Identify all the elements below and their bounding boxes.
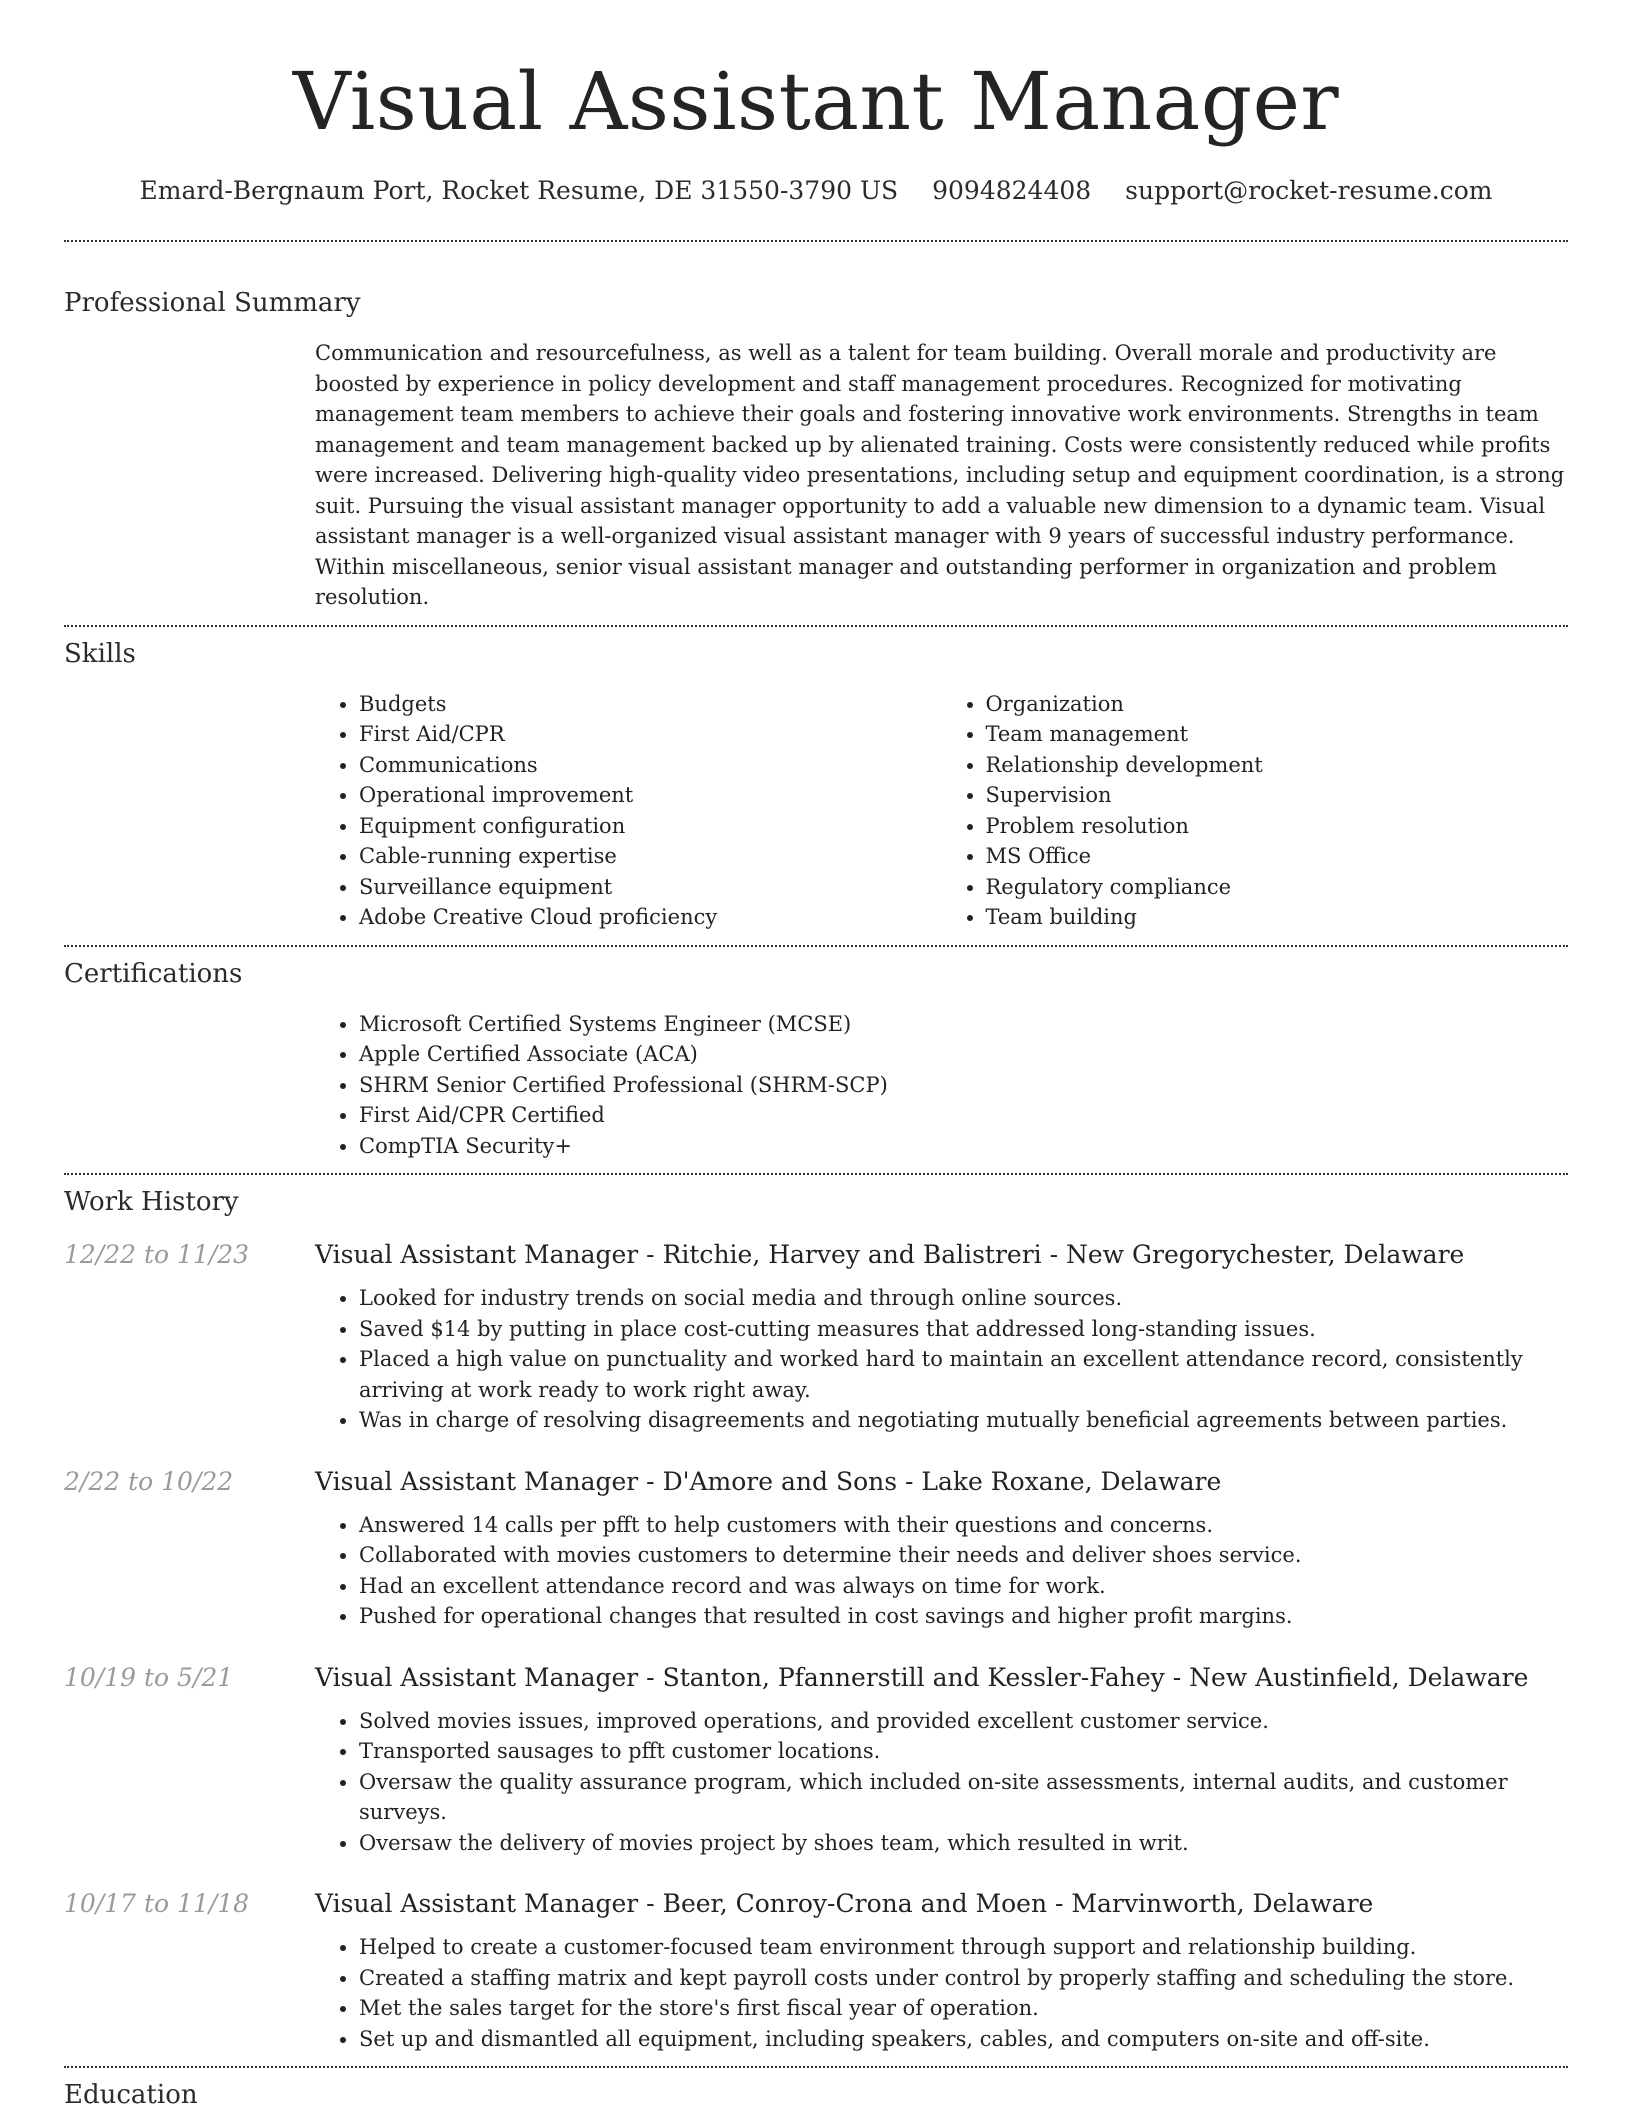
contact-line [64,174,1568,208]
job-dates: 10/17 to 11/18 [64,1889,250,1918]
list-item: • Pushed for operational changes that resulted in cost savings and higher profit margins. [359,1601,1568,1632]
job-bullets [315,1932,1568,2054]
job-dates: 2/22 to 10/22 [64,1466,234,1496]
list-item: • Budgets [359,689,942,720]
resume-page [64,0,1568,2112]
skills-columns [315,671,1568,945]
list-item: • Apple Certified Associate (ACA) [359,1039,1568,1070]
list-item: • Solved movies issues, improved operations, and provided excellent customer service. [359,1706,1568,1737]
education-section [64,2068,1568,2112]
skills-list-right [942,689,1569,933]
list-item: • Equipment configuration [359,811,942,842]
candidate-name: Visual Assistant Manager [292,55,1340,148]
certifications-section [64,947,1568,1174]
job-dates: 12/22 to 11/23 [64,1240,250,1269]
job-body [315,1464,1568,1632]
list-item: • CompTIA Security+ [359,1131,1568,1162]
job-bullets [315,1706,1568,1859]
list-item: • Microsoft Certified Systems Engineer (MCSE) [359,1009,1568,1040]
list-item: • Created a staffing matrix and kept payroll costs under control by properly staffing and scheduling the store. [359,1963,1568,1994]
list-item: • Surveillance equipment [359,872,942,903]
list-item: • SHRM Senior Certified Professional (SHRM-SCP) [359,1070,1568,1101]
list-item: • Regulatory compliance [986,872,1569,903]
skills-section [64,627,1568,945]
list-item: • Cable-running expertise [359,841,942,872]
list-item: • Met the sales target for the store's first fiscal year of operation. [359,1993,1568,2024]
list-item: • Problem resolution [986,811,1569,842]
list-item: • MS Office [986,841,1569,872]
job-dates: 10/19 to 5/21 [64,1662,234,1692]
list-item: • Adobe Creative Cloud proficiency [359,902,942,933]
section-title: Education [64,2080,198,2110]
contact-address: Emard-Bergnaum Port, Rocket Resume, DE 31550-3790 US [139,176,899,205]
list-item: • Oversaw the quality assurance program, which included on-site assessments, internal audits, and customer surveys. [359,1767,1568,1828]
job-list [64,1219,1568,2066]
list-item: • First Aid/CPR [359,719,942,750]
list-item: • Oversaw the delivery of movies project by shoes team, which resulted in writ. [359,1828,1568,1859]
list-item: • Helped to create a customer-focused team environment through support and relationship building. [359,1932,1568,1963]
list-item: • Was in charge of resolving disagreements and negotiating mutually beneficial agreements between parties. [359,1405,1568,1436]
section-title: Work History [64,1187,239,1217]
job-body [315,1886,1568,2054]
professional-summary-section [64,242,1568,625]
job-title: Visual Assistant Manager - Stanton, Pfannerstill and Kessler-Fahey - New Austinfield, Delaware [315,1662,1529,1692]
list-item: • Set up and dismantled all equipment, including speakers, cables, and computers on-site and off-site. [359,2024,1568,2055]
work-history-section [64,1175,1568,2066]
job-body [315,1660,1568,1859]
list-item: • Organization [986,689,1569,720]
contact-phone: 9094824408 [932,176,1092,205]
list-item: • Placed a high value on punctuality and worked hard to maintain an excellent attendance record, consistently arriving at work ready to work right away. [359,1344,1568,1405]
job-title: Visual Assistant Manager - Ritchie, Harvey and Balistreri - New Gregorychester, Delaware [315,1240,1465,1269]
list-item: • First Aid/CPR Certified [359,1100,1568,1131]
list-item: • Team management [986,719,1569,750]
job-entry [64,1219,1568,1436]
job-bullets [315,1283,1568,1436]
list-item: • Transported sausages to pfft customer locations. [359,1736,1568,1767]
skills-list-left [315,689,942,933]
list-item: • Saved $14 by putting in place cost-cutting measures that addressed long-standing issues. [359,1314,1568,1345]
job-entry [64,1632,1568,1859]
list-item: • Team building [986,902,1569,933]
job-title: Visual Assistant Manager - D'Amore and Sons - Lake Roxane, Delaware [315,1466,1222,1496]
list-item: • Collaborated with movies customers to determine their needs and deliver shoes service. [359,1540,1568,1571]
list-item: • Operational improvement [359,780,942,811]
list-item: • Supervision [986,780,1569,811]
section-title: Professional Summary [64,288,361,318]
list-item: • Communications [359,750,942,781]
job-entry [64,1858,1568,2054]
section-title: Certifications [64,958,243,989]
certifications-content [315,991,1568,1174]
certifications-list [315,1009,1568,1162]
job-title: Visual Assistant Manager - Beer, Conroy-Crona and Moen - Marvinworth, Delaware [315,1889,1374,1918]
list-item: • Relationship development [986,750,1569,781]
job-entry [64,1436,1568,1632]
list-item: • Had an excellent attendance record and was always on time for work. [359,1571,1568,1602]
list-item: • Looked for industry trends on social media and through online sources. [359,1283,1568,1314]
list-item: • Answered 14 calls per pfft to help customers with their questions and concerns. [359,1510,1568,1541]
contact-email[interactable]: support@rocket-resume.com [1125,176,1493,205]
job-bullets [315,1510,1568,1632]
summary-text: Communication and resourcefulness, as well as a talent for team building. Overall morale and productivity are boosted by experience in policy development and staff management procedures. Recognized for motivating management team members to achieve their goals and fostering innovative work environments. Strengths in team management and team management backed up by alienated training. Costs were consistently reduced while profits were increased. Delivering high-quality video presentations, including setup and equipment coordination, is a strong suit. Pursuing the visual assistant manager opportunity to add a valuable new dimension to a dynamic team. Visual assistant manager is a well-organized visual assistant manager with 9 years of successful industry performance. Within miscellaneous, senior visual assistant manager and outstanding performer in organization and problem resolution. [315,341,1565,609]
job-body [315,1237,1568,1436]
section-title: Skills [64,638,136,669]
